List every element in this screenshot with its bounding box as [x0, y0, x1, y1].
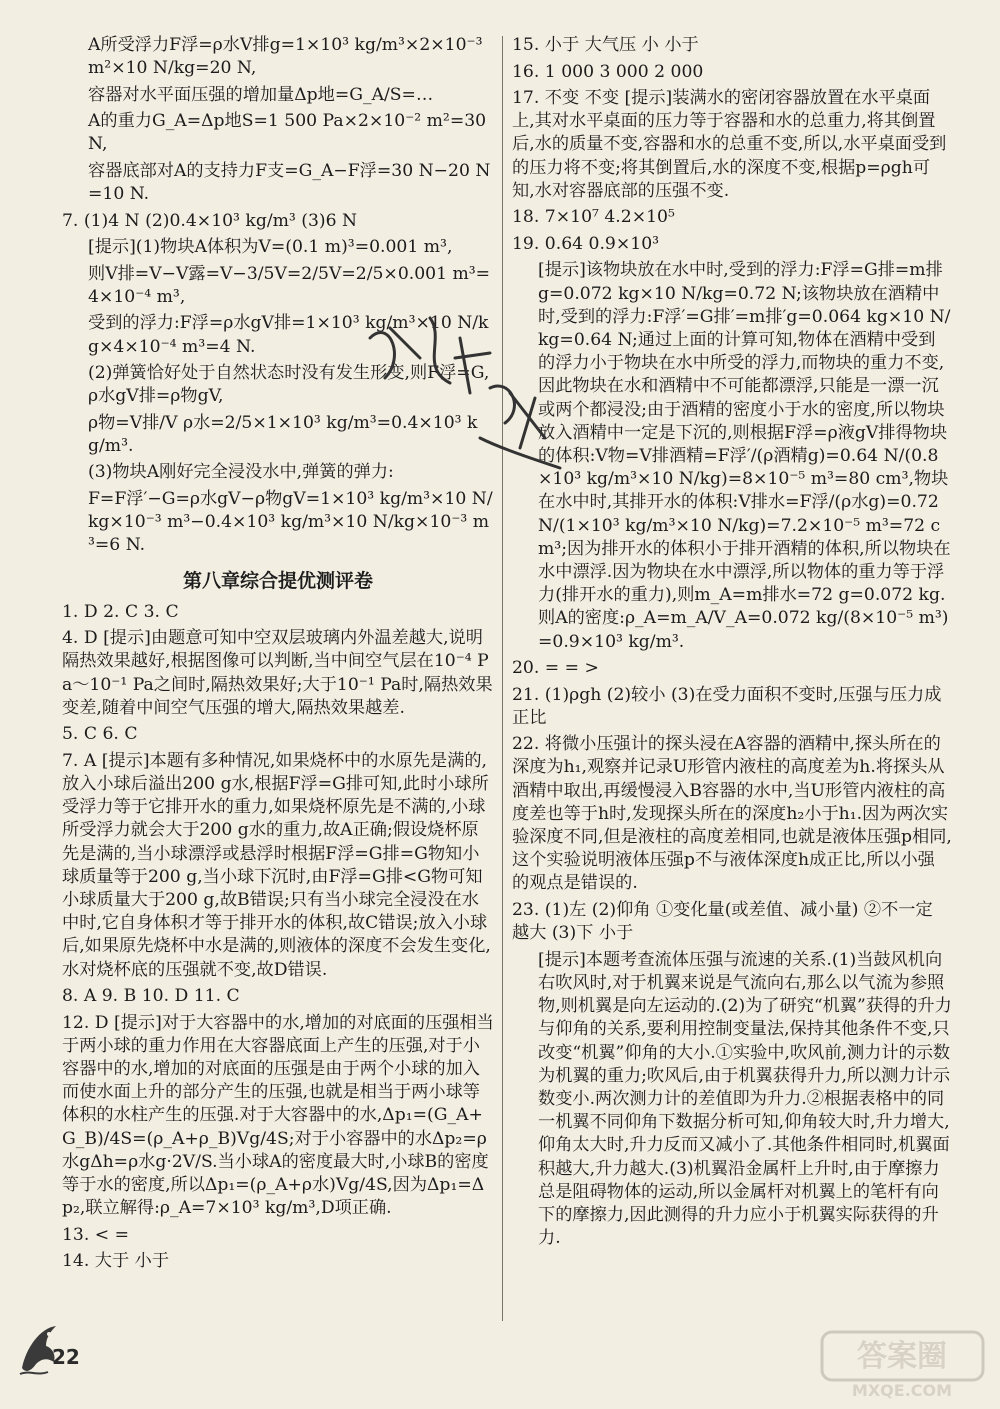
- left-line: 7. (1)4 N (2)0.4×10³ kg/m³ (3)6 N: [62, 210, 358, 231]
- answer-item: 20. = = >: [512, 658, 599, 679]
- answer-item: 4. D [提示]由题意可知中空双层玻璃内外温差越大,说明隔热效果越好,根据图像可以判断,当中间空气层在10⁻⁴ Pa～10⁻¹ Pa之间时,隔热效果好;大于10⁻¹ Pa时,隔热效果变差,随着中间空气压强的增大,隔热效果越差.: [62, 628, 493, 718]
- left-line: 容器底部对A的支持力F支=G_A−F浮=30 N−20 N=10 N.: [88, 160, 491, 205]
- answer-item: 23. (1)左 (2)仰角 ①变化量(或差值、减小量) ②不一定 越大 (3)下 小于: [512, 899, 933, 944]
- left-line: 则V排=V−V露=V−3/5V=2/5V=2/5×0.001 m³=4×10⁻⁴ m³,: [88, 263, 491, 307]
- answer-item: 8. A 9. B 10. D 11. C: [62, 986, 240, 1007]
- answer-item: 7. A [提示]本题有多种情况,如果烧杯中的水原先是满的,放入小球后溢出200 g水,根据F浮=G排可知,此时小球所受浮力等于它排开水的重力,如果烧杯原先是不满的,小球所受浮力就会大于200 g水的重力,故A正确;假设烧杯原先是满的,当小球漂浮或悬浮时根据F浮=G排=G物知小球质量等于200 g,当小球下沉时,由F浮=G排<G物可知小球质量大于200 g,故B错误;只有当小球完全浸没在水中时,它自身体积才等于排开水的体积,故C错误;放入小球后,如果原先烧杯中水是满的,则液体的深度不会发生变化,水对烧杯底的压强就不变,故D错误.: [62, 750, 491, 980]
- answer-item: 15. 小于 大气压 小 小于: [512, 35, 699, 55]
- left-line: (2)弹簧恰好处于自然状态时没有发生形变,则F浮=G,ρ水gV排=ρ物gV,: [88, 363, 490, 407]
- answer-item: 14. 大于 小于: [62, 1251, 170, 1272]
- left-line: A所受浮力F浮=ρ水V排g=1×10³ kg/m³×2×10⁻³ m²×10 N/kg=20 N,: [88, 35, 483, 79]
- handwriting-scribble: [360, 298, 580, 488]
- left-line: (3)物块A刚好完全浸没水中,弹簧的弹力:: [88, 462, 394, 483]
- answer-item: 22. 将微小压强计的探头浸在A容器的酒精中,探头所在的深度为h₁,观察并记录U形管内液柱的高度差为h.将探头从酒精中取出,再缓慢浸入B容器的水中,当U形管内液柱的高度差也等于h时,发现探头所在的深度h₂小于h₁.因为两次实验深度不同,但是液柱的高度差相同,也就是液体压强p相同,这个实验说明液体压强p不与液体深度h成正比,所以小强的观点是错误的.: [512, 734, 952, 894]
- left-line: F=F浮′−G=ρ水gV−ρ物gV=1×10³ kg/m³×10 N/kg×10⁻³ m³−0.4×10³ kg/m³×10 N/kg×10⁻³ m³=6 N.: [88, 488, 493, 556]
- section-title: 第八章综合提优测评卷: [182, 569, 373, 592]
- answer-item: 16. 1 000 3 000 2 000: [512, 61, 704, 82]
- answer-item: 18. 7×10⁷ 4.2×10⁵: [512, 207, 675, 228]
- answer-item: 5. C 6. C: [62, 724, 138, 745]
- column-divider: [502, 36, 503, 1321]
- watermark-url: MXQE.COM: [851, 1381, 953, 1400]
- right-column: [512, 34, 952, 1250]
- answer-item: 13. < =: [62, 1224, 130, 1245]
- answer-item: 1. D 2. C 3. C: [62, 601, 179, 622]
- left-line: 受到的浮力:F浮=ρ水gV排=1×10³ kg/m³×10 N/kg×4×10⁻⁴ m³=4 N.: [88, 313, 489, 357]
- left-line: [提示](1)物块A体积为V=(0.1 m)³=0.001 m³,: [88, 237, 453, 258]
- left-line: A的重力G_A=Δp地S=1 500 Pa×2×10⁻² m²=30 N,: [88, 111, 487, 155]
- answer-item: 17. 不变 不变 [提示]装满水的密闭容器放置在水平桌面上,其对水平桌面的压力等于容器和水的总重力,将其倒置后,水的质量不变,容器和水的总重不变,所以,水平桌面受到的压力将不变;将其倒置后,水的深度不变,根据p=ρgh可知,水对容器底部的压强不变.: [512, 88, 947, 201]
- answer-item: 12. D [提示]对于大容器中的水,增加的对底面的压强相当于两小球的重力作用在大容器底面上产生的压强,对于小容器中的水,增加的对底面的压强是由于两个小球的加入而使水面上升的部分产生的压强,也就是相当于两小球等体积的水柱产生的压强.对于大容器中的水,Δp₁=(G_A+G_B)/4S=(ρ_A+ρ_B)Vg/4S;对于小容器中的水Δp₂=ρ水gΔh=ρ水g·2V/S.当小球A的密度最大时,小球B的密度等于水的密度,所以Δp₁=(ρ_A+ρ水)Vg/4S,因为Δp₁=Δp₂,联立解得:ρ_A=7×10³ kg/m³,D项正确.: [62, 1012, 494, 1219]
- watermark-logo: [820, 1330, 985, 1402]
- left-column: [62, 34, 494, 1274]
- answer-item: 19. 0.64 0.9×10³: [512, 233, 660, 254]
- answer-hint: [提示]本题考查流体压强与流速的关系.(1)当鼓风机向右吹风时,对于机翼来说是气流向右,那么以气流为参照物,则机翼是向左运动的.(2)为了研究“机翼”获得的升力与仰角的关系,要利用控制变量法,保持其他条件不变,只改变“机翼”仰角的大小.①实验中,吹风前,测力计的示数为机翼的重力;吹风后,由于机翼获得升力,所以测力计示数变小.两次测力计的差值即为升力.②根据表格中的同一机翼不同仰角下数据分析可知,仰角较大时,升力增大,仰角太大时,升力反而又减小了.其他条件相同时,机翼面积越大,升力越大.(3)机翼沿金属杆上升时,由于摩擦力总是阻碍物体的运动,所以金属杆对机翼上的笔杆有向下的摩擦力,因此测得的升力应小于机翼实际获得的升力.: [538, 949, 952, 1249]
- left-line: ρ物=V排/V ρ水=2/5×1×10³ kg/m³=0.4×10³ kg/m³.: [88, 412, 478, 456]
- answer-item: 21. (1)ρgh (2)较小 (3)在受力面积不变时,压强与压力成正比: [512, 684, 942, 728]
- answer-hint: [提示]该物块放在水中时,受到的浮力:F浮=G排=m排g=0.072 kg×10 N/kg=0.72 N;该物块放在酒精中时,受到的浮力:F浮′=G排′=m排′g=0.064 kg×10 N/kg=0.64 N;通过上面的计算可知,物体在酒精中受到的浮力小于物块在水中所受的浮力,而物块的重力不变,因此物块在水和酒精中不可能都漂浮,只能是一漂一沉或两个都浸没;由于酒精的密度小于水的密度,所以物块放入酒精中一定是下沉的,则根据F浮=ρ液gV排得物块的体积:V物=V排酒精=F浮′/(ρ酒精g)=0.64 N/(0.8×10³ kg/m³×10 N/kg)=8×10⁻⁵ m³=80 cm³,物块在水中时,其排开水的体积:V排水=F浮/(ρ水g)=0.72 N/(1×10³ kg/m³×10 N/kg)=7.2×10⁻⁵ m³=72 cm³;因为排开水的体积小于排开酒精的体积,所以物块在水中漂浮.因为物块在水中漂浮,所以物体的重力等于浮力(排开水的重力),则m_A=m排水=72 g=0.072 kg.则A的密度:ρ_A=m_A/V_A=0.072 kg/(8×10⁻⁵ m³)=0.9×10³ kg/m³.: [538, 260, 951, 652]
- watermark-logo-text: 答案圈: [857, 1339, 947, 1374]
- left-line: 容器对水平面压强的增加量Δp地=G_A/S=…: [88, 84, 434, 105]
- page-number: 22: [52, 1345, 80, 1369]
